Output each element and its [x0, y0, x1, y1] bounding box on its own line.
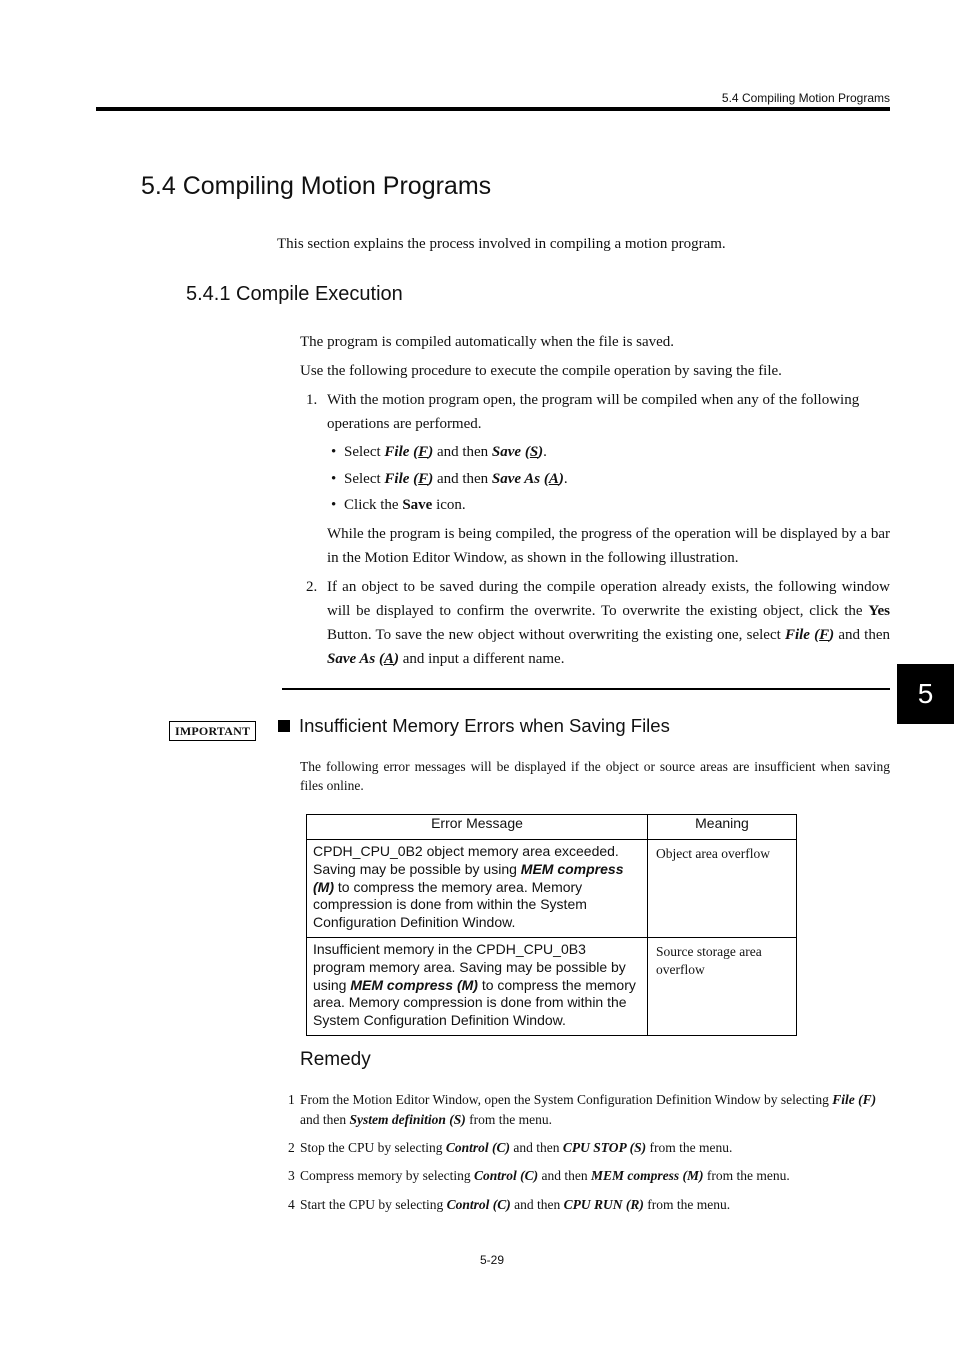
menu-command: Save (S): [491, 444, 544, 460]
menu-command: File (F): [384, 444, 434, 460]
menu-command: File (F): [384, 471, 434, 487]
error-message-cell: CPDH_CPU_0B2 object memory area exceeded. Saving may be possible by using MEM compress (M) to compress the memory area. Memory compression is done from within the System Configuration Definition Window.: [307, 840, 648, 938]
bullet-icon: •: [331, 471, 337, 487]
table-row: [307, 840, 797, 938]
chapter-tab: 5: [897, 664, 954, 724]
header-rule: [96, 107, 890, 111]
menu-command: Save As (A): [327, 651, 399, 667]
running-header: 5.4 Compiling Motion Programs: [721, 91, 890, 105]
bullet-item: • Select File (F) and then Save As (A).: [331, 471, 568, 487]
important-heading-text: Insufficient Memory Errors when Saving Files: [299, 715, 670, 736]
page-title: 5.4 Compiling Motion Programs: [141, 172, 492, 200]
section-divider: [282, 688, 890, 690]
bullet-item: • Click the Save icon.: [331, 497, 466, 513]
table-header-row: [307, 815, 797, 840]
square-bullet-icon: [278, 720, 290, 732]
step-text: If an object to be saved during the compile operation already exists, the following window will be displayed to confirm the overwrite. To overwrite the existing object, click the Yes Button. To save the new object without overwriting the existing one, select File (F) and then Save As (A) and input a different name.: [327, 579, 891, 667]
subsection-title: 5.4.1 Compile Execution: [186, 283, 403, 305]
remedy-step: Start the CPU by selecting Control (C) and then CPU RUN (R) from the menu.: [300, 1197, 731, 1212]
table-row: [307, 937, 797, 1035]
remedy-step: Compress memory by selecting Control (C) and then MEM compress (M) from the menu.: [300, 1168, 790, 1183]
remedy-step-number: 3: [288, 1168, 295, 1183]
menu-command: Save As (A): [491, 471, 564, 487]
important-label: IMPORTANT: [169, 721, 256, 741]
remedy-step-number: 2: [288, 1140, 295, 1155]
paragraph-compile-auto: The program is compiled automatically when the file is saved.: [300, 334, 675, 350]
important-heading: [278, 715, 670, 737]
paragraph-procedure: Use the following procedure to execute the compile operation by saving the file.: [300, 363, 782, 379]
remedy-step: From the Motion Editor Window, open the System Configuration Definition Window by selecting File (F) and then System definition (S) from the menu.: [300, 1092, 877, 1127]
remedy-title: Remedy: [300, 1049, 371, 1070]
page-number: 5-29: [480, 1253, 505, 1267]
bullet-item: • Select File (F) and then Save (S).: [331, 444, 547, 460]
remedy-step-number: 4: [288, 1197, 295, 1212]
bullet-icon: •: [331, 497, 337, 513]
meaning-cell: Source storage area overflow: [648, 937, 797, 1035]
step-number: 2.: [306, 579, 318, 595]
error-message-cell: Insufficient memory in the CPDH_CPU_0B3 program memory area. Saving may be possible by using MEM compress (M) to compress the memory area. Memory compression is done from within the System Configuration Definition Window.: [307, 937, 648, 1035]
remedy-step: Stop the CPU by selecting Control (C) and then CPU STOP (S) from the menu.: [300, 1140, 733, 1155]
table-header: Meaning: [648, 815, 797, 840]
menu-command: File (F): [784, 627, 835, 643]
section-intro: This section explains the process involved in compiling a motion program.: [277, 236, 726, 252]
step-text: With the motion program open, the program will be compiled when any of the following operations are performed.: [327, 392, 860, 432]
bullet-icon: •: [331, 444, 337, 460]
error-table: [306, 814, 797, 1036]
table-header: Error Message: [307, 815, 648, 840]
remedy-step-number: 1: [288, 1092, 295, 1107]
step-number: 1.: [306, 392, 318, 408]
meaning-cell: Object area overflow: [648, 840, 797, 938]
step-note: While the program is being compiled, the progress of the operation will be displayed by a bar in the Motion Editor Window, as shown in the following illustration.: [327, 526, 890, 566]
important-text: The following error messages will be displayed if the object or source areas are insufficient when saving files online.: [300, 759, 890, 793]
